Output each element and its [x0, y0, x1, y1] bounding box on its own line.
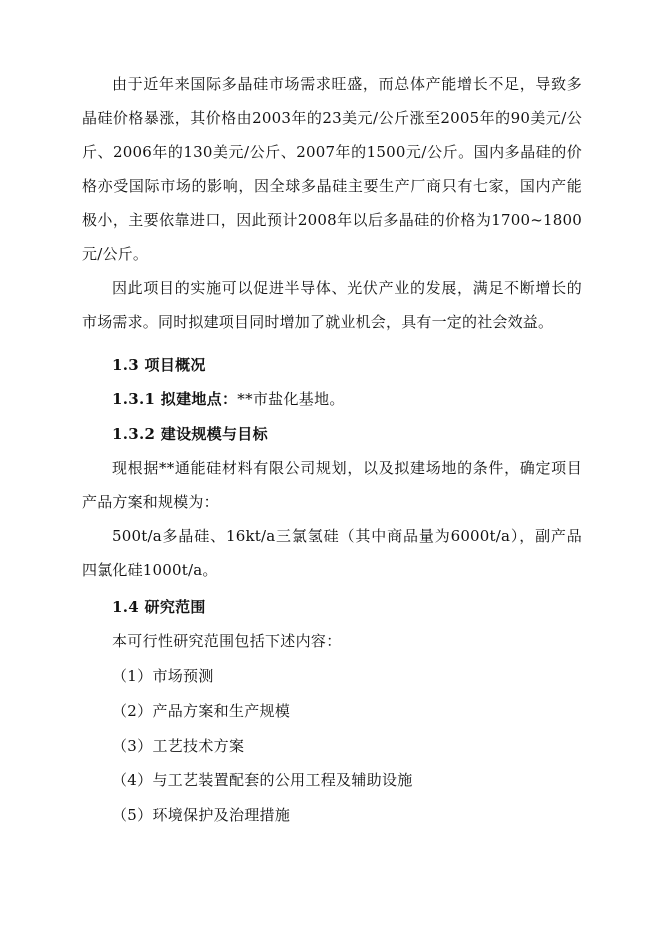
heading-1-3-project-overview: 1.3 项目概况 [112, 356, 206, 374]
paragraph-project-benefits: 因此项目的实施可以促进半导体、光伏产业的发展，满足不断增长的市场需求。同时拟建项目同时增加了就业机会，具有一定的社会效益。 [82, 279, 582, 331]
heading-1-3-1-location [112, 389, 345, 409]
heading-1-4-research-scope: 1.4 研究范围 [112, 598, 206, 616]
scope-item-environmental-protection: （5）环境保护及治理措施 [112, 806, 291, 824]
paragraph-product-capacity: 500t/a多晶硅、16kt/a三氯氢硅（其中商品量为6000t/a），副产品四氯化硅1000t/a。 [82, 527, 582, 579]
scope-intro: 本可行性研究范围包括下述内容： [112, 632, 342, 650]
scope-item-utilities: （4）与工艺装置配套的公用工程及辅助设施 [112, 771, 413, 789]
paragraph-planning-basis: 现根据**通能硅材料有限公司规划，以及拟建场地的条件，确定项目产品方案和规模为： [82, 459, 582, 511]
scope-item-process-technology: （3）工艺技术方案 [112, 737, 245, 755]
scope-item-product-plan: （2）产品方案和生产规模 [112, 702, 291, 720]
heading-1-3-2-scale-and-goals: 1.3.2 建设规模与目标 [112, 425, 268, 443]
paragraph-polysilicon-price: 由于近年来国际多晶硅市场需求旺盛，而总体产能增长不足，导致多晶硅价格暴涨，其价格由2003年的23美元/公斤涨至2005年的90美元/公斤、2006年的130美元/公斤、2007年的1500元/公斤。国内多晶硅的价格亦受国际市场的影响，因全球多晶硅主要生产厂商只有七家，国内产能极小，主要依靠进口，因此预计2008年以后多晶硅的价格为1700~1800元/公斤。 [82, 75, 582, 263]
location-value: **市盐化基地。 [237, 390, 345, 408]
location-label: 1.3.1 拟建地点： [112, 390, 238, 408]
scope-item-market-forecast: （1）市场预测 [112, 667, 214, 685]
